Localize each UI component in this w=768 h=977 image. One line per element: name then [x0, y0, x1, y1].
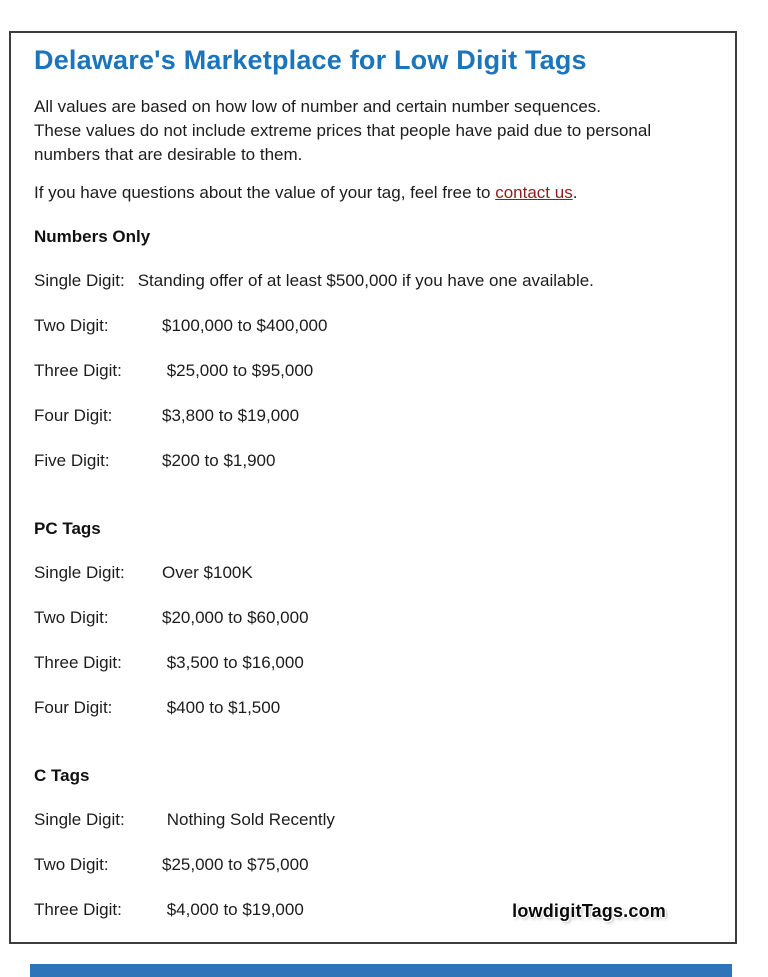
intro-paragraph — [34, 95, 709, 167]
row-label: Five Digit: — [34, 451, 110, 470]
intro-line-2: These values do not include extreme prices that people have paid due to personal — [34, 121, 652, 140]
row-value: Standing offer of at least $500,000 if you have one available. — [137, 271, 594, 290]
row-label: Single Digit: — [34, 810, 125, 829]
row-value: $200 to $1,900 — [162, 451, 276, 470]
row-label: Three Digit: — [34, 900, 122, 919]
row-label: Two Digit: — [34, 316, 109, 335]
price-row — [34, 407, 709, 424]
row-label: Three Digit: — [34, 653, 122, 672]
section-heading-pc-tags: PC Tags — [34, 519, 101, 538]
price-row — [34, 609, 709, 626]
row-label: Single Digit: — [34, 271, 125, 290]
row-label: Two Digit: — [34, 608, 109, 627]
intro-line-1: All values are based on how low of number and certain number sequences. — [34, 97, 602, 116]
row-value: $3,500 to $16,000 — [162, 653, 304, 672]
row-value: Over $100K — [162, 563, 253, 582]
row-label: Three Digit: — [34, 361, 122, 380]
row-value: $400 to $1,500 — [162, 698, 281, 717]
row-value: $25,000 to $75,000 — [162, 855, 309, 874]
section-numbers-only — [34, 227, 709, 469]
row-value: $25,000 to $95,000 — [162, 361, 314, 380]
price-row — [34, 272, 709, 289]
row-value: $3,800 to $19,000 — [162, 406, 300, 425]
page-title: Delaware's Marketplace for Low Digit Tags — [34, 45, 587, 75]
section-pc-tags — [34, 519, 709, 716]
contact-paragraph — [34, 181, 709, 205]
price-row — [34, 856, 709, 873]
price-row — [34, 452, 709, 469]
contact-suffix: . — [572, 183, 578, 202]
row-value: Nothing Sold Recently — [162, 810, 335, 829]
section-heading-numbers-only: Numbers Only — [34, 227, 151, 246]
price-row — [34, 317, 709, 334]
row-value: $20,000 to $60,000 — [162, 608, 309, 627]
price-row — [34, 654, 709, 671]
price-row — [34, 362, 709, 379]
intro-line-3: numbers that are desirable to them. — [34, 145, 303, 164]
row-label: Four Digit: — [34, 698, 113, 717]
contact-prefix: If you have questions about the value of your tag, feel free to — [34, 183, 496, 202]
price-row — [34, 811, 709, 828]
row-label: Four Digit: — [34, 406, 113, 425]
row-value: $4,000 to $19,000 — [162, 900, 304, 919]
section-c-tags — [34, 766, 709, 918]
row-label: Single Digit: — [34, 563, 125, 582]
contact-us-link[interactable]: contact us — [495, 183, 573, 202]
price-row — [34, 564, 709, 581]
content-box — [9, 31, 737, 944]
row-value: $100,000 to $400,000 — [162, 316, 328, 335]
site-watermark: lowdigitTags.com — [512, 901, 666, 921]
bottom-blue-bar — [30, 964, 732, 977]
section-heading-c-tags: C Tags — [34, 766, 90, 785]
price-row — [34, 699, 709, 716]
row-label: Two Digit: — [34, 855, 109, 874]
